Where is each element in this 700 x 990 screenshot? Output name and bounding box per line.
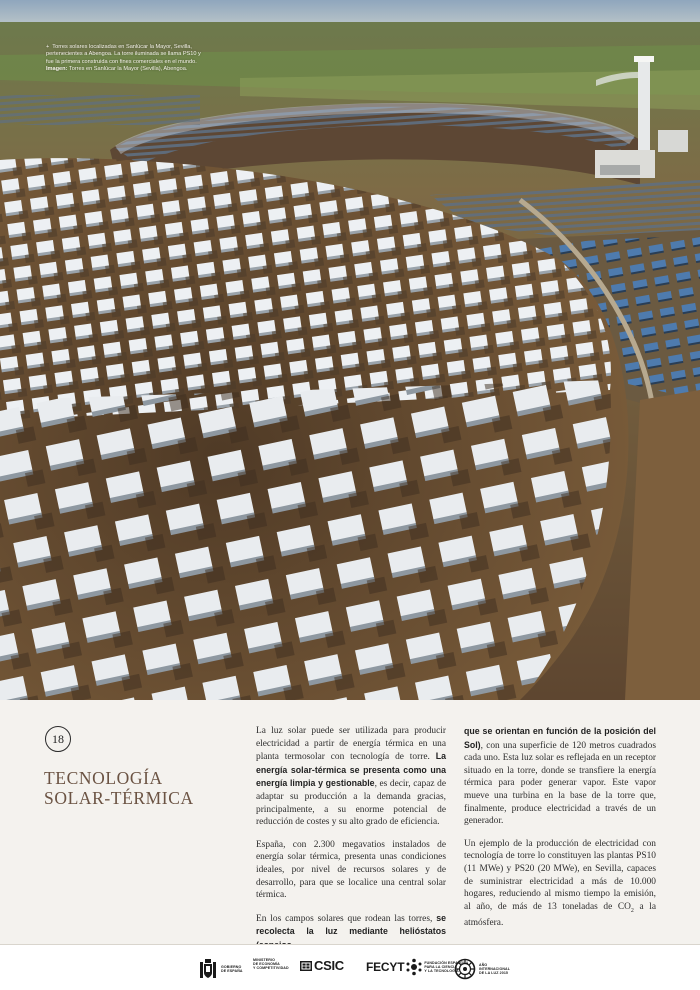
text-run: , es decir, capaz de adaptar su producción a la demanda gracias, principalmente, a su enorme potencial de reducción de costes y su alto grado de eficiencia. (256, 779, 446, 828)
photo-caption (46, 44, 206, 74)
min-line1: MINISTERIO (253, 958, 275, 962)
light-line1: AÑO (479, 962, 488, 967)
gov-line1: GOBIERNO (221, 964, 242, 969)
section-title-line2: SOLAR-TÉRMICA (44, 788, 194, 808)
light-line2: INTERNACIONAL (479, 966, 511, 971)
csic-emblem-icon (300, 960, 312, 972)
body-column-1 (256, 725, 446, 963)
fecyt-line3: Y LA TECNOLOGÍA (424, 969, 459, 974)
fecyt-dots-icon (406, 958, 422, 976)
caption-image-credit: Torres en Sanlúcar la Mayor (Sevilla), Abengoa. (68, 66, 188, 73)
bold-run: se recolecta la luz mediante helióstatos (256, 912, 447, 937)
body-column-2 (464, 725, 656, 940)
logo-csic (300, 958, 344, 973)
paragraph (256, 839, 446, 902)
text-run: , con una superficie de 120 metros cuadrados cada uno. Esta luz solar es reflejada en un receptor situado en la torre, donde se transfiere la energía térmica para poder generar vapor. Este vapor mueve una turbina en la base de la torre que, finalmente, produce electricidad a través de un generador. (464, 740, 656, 827)
footer-logo-bar (0, 945, 700, 990)
fecyt-line2: PARA LA CIENCIA (424, 964, 458, 969)
text-run: Un ejemplo de la producción de electricidad con tecnología de torre lo constituyen las plantas PS10 (11 MWe) y PS20 (20 MWe), en Sevilla, capaces de suministrar electricidad a más de 10.000 hogares, reduciendo al mismo tiempo la emisión, al año, de más de 13 toneladas de CO (464, 838, 656, 912)
text-run: En los campos solares que rodean las torres, (256, 913, 433, 924)
light-year-emblem-icon (454, 958, 476, 980)
caption-marker: + (46, 44, 50, 50)
text-run: España, con 2.300 megavatios instalados de energía solar térmica, presenta unas condiciones ideales, por nivel de recursos solares y de desarrollo, para que se localice una central solar térmica. (256, 839, 446, 901)
section-title-line1: TECNOLOGÍA (44, 768, 163, 788)
section-title (44, 768, 234, 808)
logo-ministerio (253, 958, 289, 971)
min-line2: DE ECONOMÍA (253, 962, 280, 967)
fecyt-wordmark: FECYT (366, 960, 405, 974)
coat-of-arms-icon (198, 958, 218, 980)
bold-run: que se orientan en función de la posición del Sol) (464, 726, 656, 750)
min-line3: Y COMPETITIVIDAD (253, 966, 289, 971)
min-text (253, 958, 289, 971)
gov-line2: DE ESPAÑA (221, 969, 243, 973)
caption-image-label: Imagen: (46, 66, 68, 73)
subscript: 2 (630, 907, 634, 914)
text-run: La luz solar puede ser utilizada para producir electricidad a partir de energía térmica en una planta termosolar con tecnología de torre. (256, 726, 446, 763)
light-line3: DE LA LUZ 2015 (479, 971, 509, 976)
gov-text (221, 965, 243, 973)
text-run: a la atmósfera. (464, 901, 656, 929)
paragraph (464, 838, 656, 930)
logo-ano-internacional-luz (454, 958, 510, 980)
page-number: 18 (52, 731, 64, 746)
bold-run: La energía solar-térmica se presenta como una energía limpia y gestionable (256, 751, 446, 789)
fecyt-line1: FUNDACIÓN ESPAÑOLA (424, 960, 469, 965)
csic-wordmark: CSIC (314, 958, 344, 973)
paragraph (464, 725, 656, 828)
light-text (479, 963, 510, 976)
page-number-badge (45, 726, 71, 752)
paragraph (256, 725, 446, 829)
logo-gobierno-de-espana (198, 958, 243, 980)
caption-text: Torres solares localizadas en Sanlúcar la Mayor, Sevilla, pertenecientes a Abengoa. La torre iluminada se llama PS10 y fue la primera construida con fines comerciales en el mundo. (46, 44, 201, 65)
